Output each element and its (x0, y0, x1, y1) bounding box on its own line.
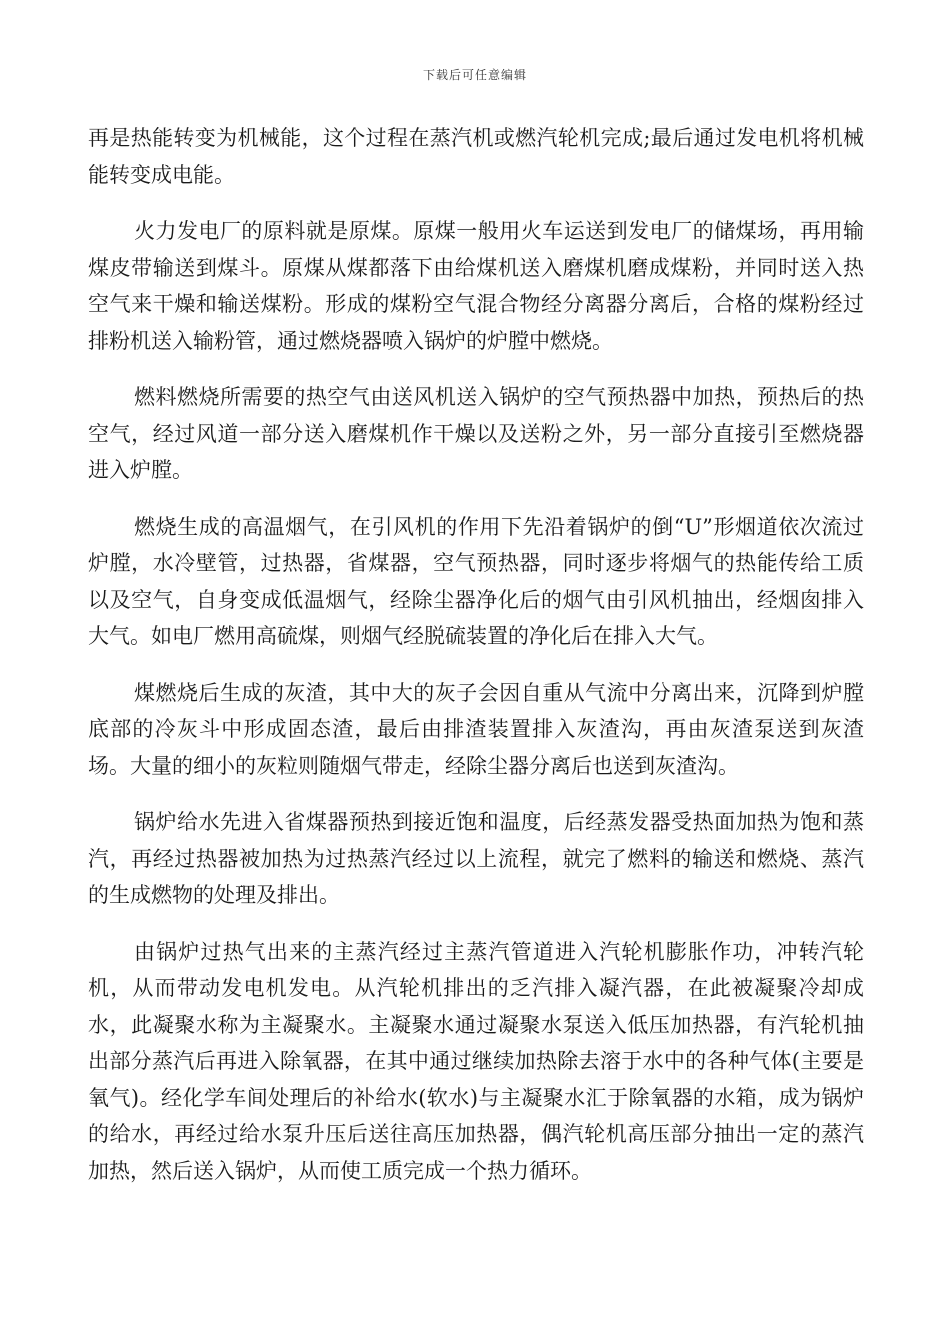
document-body (88, 120, 864, 1209)
paragraph-coal-supply: 火力发电厂的原料就是原煤。原煤一般用火车运送到发电厂的储煤场，再用输煤皮带输送到煤斗。原煤从煤都落下由给煤机送入磨煤机磨成煤粉，并同时送入热空气来干燥和输送煤粉。形成的煤粉空气混合物经分离器分离后，合格的煤粉经过排粉机送入输粉管，通过燃烧器喷入锅炉的炉膛中燃烧。 (88, 219, 864, 353)
paragraph-ash-slag: 煤燃烧后生成的灰渣，其中大的灰子会因自重从气流中分离出来，沉降到炉膛底部的冷灰斗中形成固态渣，最后由排渣装置排入灰渣沟，再由灰渣泵送到灰渣场。大量的细小的灰粒则随烟气带走，经除尘器分离后也送到灰渣沟。 (88, 680, 864, 778)
paragraph-boiler-feedwater: 锅炉给水先进入省煤器预热到接近饱和温度，后经蒸发器受热面加热为饱和蒸汽，再经过热器被加热为过热蒸汽经过以上流程，就完了燃料的输送和燃烧、蒸汽的生成燃物的处理及排出。 (88, 810, 864, 907)
paragraph-steam-cycle: 由锅炉过热气出来的主蒸汽经过主蒸汽管道进入汽轮机膨胀作功，冲转汽轮机，从而带动发电机发电。从汽轮机排出的乏汽排入凝汽器，在此被凝聚冷却成水，此凝聚水称为主凝聚水。主凝聚水通过凝聚水泵送入低压加热器，有汽轮机抽出部分蒸汽后再进入除氧器，在其中通过继续加热除去溶于水中的各种气体(主要是氧气)。经化学车间处理后的补给水(软水)与主凝聚水汇于除氧器的水箱，成为锅炉的给水，再经过给水泵升压后送往高压加热器，偶汽轮机高压部分抽出一定的蒸汽加热，然后送入锅炉，从而使工质完成一个热力循环。 (88, 939, 864, 1183)
paragraph-continuation: 再是热能转变为机械能，这个过程在蒸汽机或燃汽轮机完成;最后通过发电机将机械能转变成电能。 (88, 126, 864, 187)
page-header-note: 下载后可任意编辑 (422, 68, 527, 82)
paragraph-flue-gas: 燃烧生成的高温烟气，在引风机的作用下先沿着锅炉的倒“U”形烟道依次流过炉膛，水冷壁管，过热器，省煤器，空气预热器，同时逐步将烟气的热能传给工质以及空气，自身变成低温烟气，经除尘器净化后的烟气由引风机抽出，经烟囱排入大气。如电厂燃用高硫煤，则烟气经脱硫装置的净化后在排入大气。 (88, 514, 864, 648)
paragraph-hot-air: 燃料燃烧所需要的热空气由送风机送入锅炉的空气预热器中加热，预热后的热空气，经过风道一部分送入磨煤机作干燥以及送粉之外，另一部分直接引至燃烧器进入炉膛。 (88, 385, 864, 482)
